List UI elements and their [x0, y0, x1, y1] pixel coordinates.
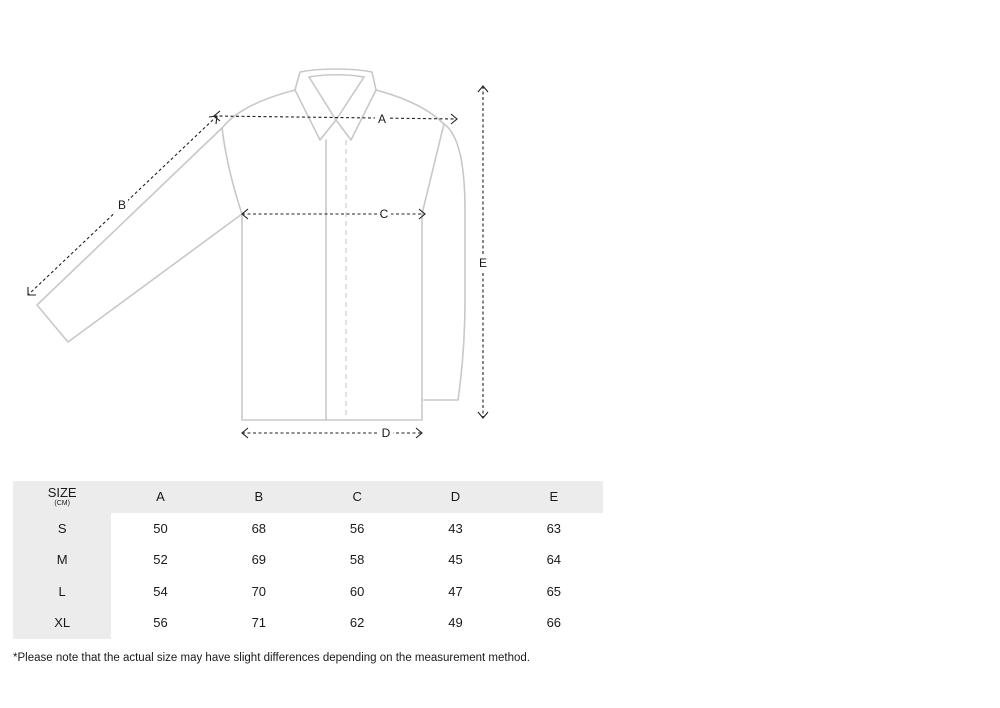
value-cell: 50	[153, 520, 168, 536]
collar-right-point	[336, 77, 376, 140]
value-cell: 65	[546, 583, 562, 599]
value-cell: 60	[349, 583, 365, 599]
value-cell: 63	[546, 520, 562, 536]
right-shoulder	[376, 90, 444, 214]
size-cell: XL	[13, 607, 111, 639]
table-row	[13, 513, 603, 545]
value-cell: 43	[448, 520, 463, 536]
value-cell: 69	[251, 552, 267, 568]
value-cell: 68	[251, 520, 267, 536]
measure-d	[242, 425, 422, 441]
measure-b-label: B	[117, 198, 127, 212]
collar-band	[295, 69, 376, 90]
value-cell: 70	[251, 583, 267, 599]
value-cell: 47	[448, 583, 463, 599]
measurement-note: *Please note that the actual size may have slight differences depending on the measurement method.	[13, 652, 530, 664]
size-header-label: SIZE	[47, 484, 77, 500]
value-cell: 56	[153, 615, 168, 631]
shirt-outline	[37, 69, 465, 420]
value-cell: 71	[251, 615, 267, 631]
value-cell: 49	[448, 615, 463, 631]
size-cell: S	[13, 513, 111, 545]
table-header-row	[13, 481, 603, 513]
table-row	[13, 576, 603, 608]
measure-b	[28, 116, 217, 295]
value-cell: 58	[349, 552, 365, 568]
table-row	[13, 607, 603, 639]
measure-a-label: A	[377, 112, 387, 126]
right-sleeve	[424, 124, 465, 400]
left-sleeve	[37, 128, 242, 342]
unit-header-label: (CM)	[54, 499, 70, 507]
size-chart-table	[13, 481, 603, 639]
value-cell: 52	[153, 552, 168, 568]
size-cell: L	[13, 576, 111, 608]
shirt-body	[242, 214, 422, 420]
measure-c-label: C	[379, 207, 389, 221]
collar-left-point	[295, 77, 336, 140]
column-header-d: D	[406, 481, 504, 513]
size-column-header	[13, 481, 111, 513]
value-cell: 45	[448, 552, 463, 568]
column-header-a: A	[111, 481, 209, 513]
measure-c	[242, 206, 425, 222]
table-row	[13, 544, 603, 576]
measure-e-label: E	[478, 256, 488, 270]
value-cell: 64	[546, 552, 562, 568]
measure-d-label: D	[381, 426, 391, 440]
column-header-e: E	[505, 481, 603, 513]
column-header-c: C	[308, 481, 406, 513]
measure-a	[214, 110, 457, 126]
value-cell: 56	[349, 520, 365, 536]
value-cell: 66	[546, 615, 562, 631]
left-shoulder	[222, 90, 295, 214]
measure-e	[476, 86, 490, 418]
column-header-b: B	[210, 481, 308, 513]
size-cell: M	[13, 544, 111, 576]
collar-band-inner	[309, 75, 364, 77]
value-cell: 62	[349, 615, 365, 631]
value-cell: 54	[153, 583, 168, 599]
